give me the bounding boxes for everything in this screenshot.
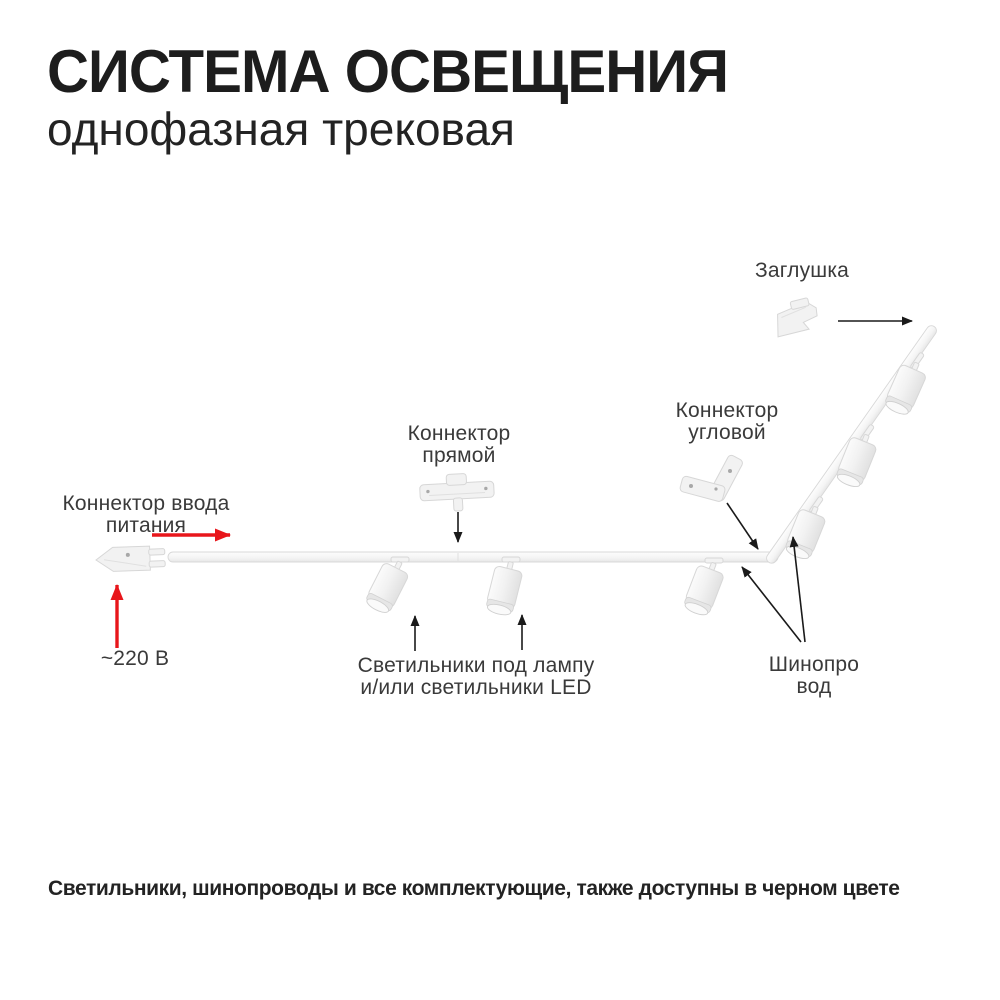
busbar-label-line2: вод	[796, 675, 832, 698]
page-title: СИСТЕМА ОСВЕЩЕНИЯ	[47, 38, 728, 105]
footer-note: Светильники, шинопроводы и все комплектующие, также доступны в черном цвете	[48, 877, 900, 900]
power-input-label-line1: Коннектор ввода	[62, 492, 230, 515]
straight-connector-label-line1: Коннектор	[407, 422, 511, 445]
spotlight-mount	[502, 557, 520, 562]
corner-connector-arrow	[727, 503, 758, 549]
fixtures-label-line2: и/или светильники LED	[360, 676, 592, 699]
corner-connector-render	[679, 454, 744, 502]
fixtures-label-line1: Светильники под лампу	[357, 654, 595, 677]
spotlight-mount	[391, 557, 409, 562]
fixtures-label	[358, 655, 595, 699]
corner-connector-label-line2: угловой	[688, 421, 766, 444]
power-input-label	[62, 493, 229, 537]
spotlight-mount	[705, 558, 723, 563]
end-cap-label: Заглушка	[754, 259, 850, 282]
voltage-label: ~220 В	[100, 647, 170, 670]
track-spotlight	[682, 558, 727, 618]
end-cap-render	[771, 296, 821, 337]
power-input-connector-render	[96, 546, 166, 572]
straight-connector-label	[408, 423, 511, 467]
straight-connector-render	[419, 472, 495, 513]
horizontal-track	[168, 552, 778, 562]
straight-connector-label-line2: прямой	[422, 444, 496, 467]
corner-connector-label-line1: Коннектор	[675, 399, 779, 422]
track-spotlight	[363, 556, 412, 616]
busbar-label-line1: Шинопро	[768, 653, 860, 676]
busbar-label	[769, 654, 859, 698]
power-input-label-line2: питания	[105, 514, 187, 537]
page-subtitle: однофазная трековая	[47, 103, 515, 155]
track-spotlight	[484, 559, 524, 618]
busbar-arrow-horizontal	[742, 567, 801, 642]
corner-connector-label	[676, 400, 779, 444]
